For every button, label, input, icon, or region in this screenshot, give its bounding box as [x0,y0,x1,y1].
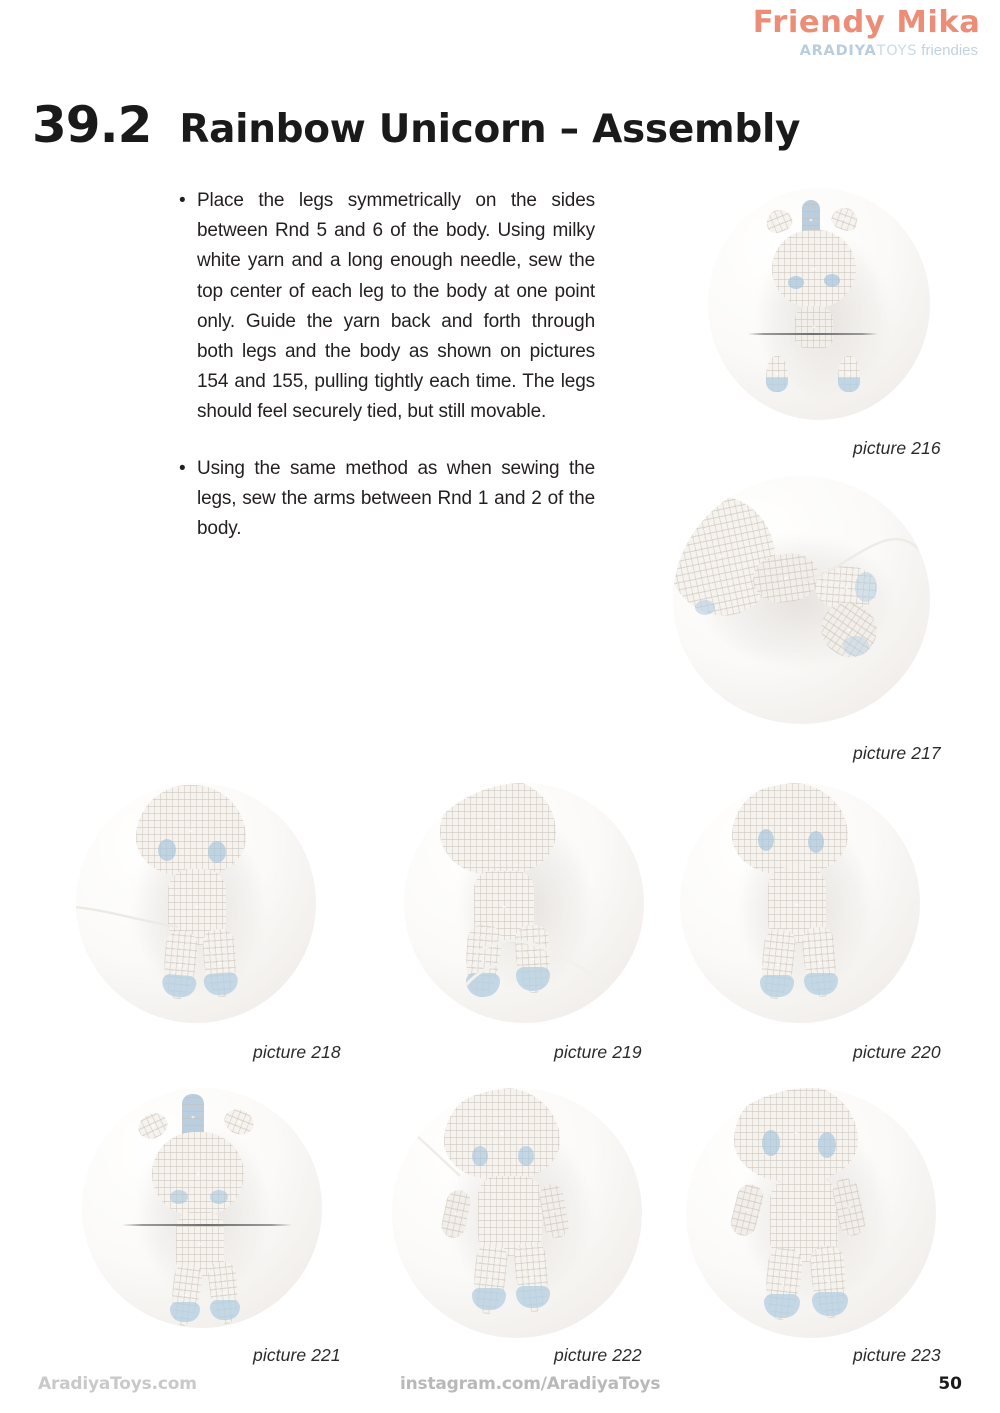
photo-caption-218: picture 218 [253,1042,341,1062]
photo-216 [708,188,930,420]
doll-eye-left [758,829,774,851]
photo-221 [82,1088,322,1328]
doll-eye-right [208,841,226,863]
unicorn-head [152,1132,244,1216]
unicorn-eye-right [824,274,840,287]
brand-friendies-text: friendies [921,42,978,59]
brand-aradiya-text: ARADIYA [799,43,877,59]
footer-website[interactable]: AradiyaToys.com [38,1374,197,1394]
photo-218 [76,783,316,1023]
bullet-icon: • [179,457,186,479]
leg-hoof-accent [843,636,869,656]
photo-217 [673,476,930,724]
photo-222 [392,1088,642,1338]
bullet-icon: • [179,190,186,211]
page-number: 50 [938,1374,962,1394]
footer-instagram[interactable]: instagram.com/AradiyaToys [400,1374,661,1394]
yarn-tail [392,1110,488,1190]
page-title [32,96,801,154]
photo-caption-221: picture 221 [253,1345,341,1365]
page-header [752,5,981,59]
photo-219 [404,783,644,1023]
sewing-needle [122,1224,292,1226]
photo-caption-223: picture 223 [853,1345,941,1365]
photo-223 [686,1088,936,1338]
doll-eye-left [158,839,176,861]
unicorn-eye-left [788,276,804,289]
doll-eye-right [808,831,824,853]
yarn-thread [456,919,644,1023]
yarn-tail [76,901,182,941]
doll-head [440,783,556,875]
unicorn-body [795,306,833,348]
photo-caption-216: picture 216 [853,438,941,458]
unicorn-head [772,230,856,308]
instructions-list [175,186,595,570]
unicorn-eye-left [170,1190,188,1204]
instruction-text: Using the same method as when sewing the legs, sew the arms between Rnd 1 and 2 of the body. [197,457,595,540]
sewing-needle [748,333,878,335]
doll-eye-right [518,1146,534,1166]
photo-caption-217: picture 217 [853,743,941,763]
photo-caption-222: picture 222 [554,1345,642,1365]
photo-220 [680,783,920,1023]
photo-caption-219: picture 219 [554,1042,642,1062]
section-title-text: Rainbow Unicorn – Assembly [179,107,801,152]
unicorn-eye-right [210,1190,228,1204]
doll-head [734,1088,858,1182]
doll-head [136,785,246,877]
brand-toys-text: TOYS [876,43,918,59]
instruction-item [175,454,595,545]
section-number: 39.2 [32,96,152,154]
doll-eye-left [762,1130,780,1156]
brand-subtitle [755,43,978,59]
instruction-text: Place the legs symmetrically on the sides between Rnd 5 and 6 of the body. Using milky white yarn and a long enough needle, sew the top center of each leg to the body at one point only. Guide the yarn back and forth through both legs and the body as shown on pictures 154 and 155, pulling tightly each time. The legs should feel securely tied, but still movable. [197,190,595,423]
brand-title: Friendy Mika [752,5,981,40]
yarn-tail [803,518,930,598]
doll-head [732,783,848,875]
body-hoof-accent [695,600,715,615]
photo-caption-220: picture 220 [853,1042,941,1062]
instruction-item [175,186,595,428]
doll-eye-right [818,1132,836,1158]
